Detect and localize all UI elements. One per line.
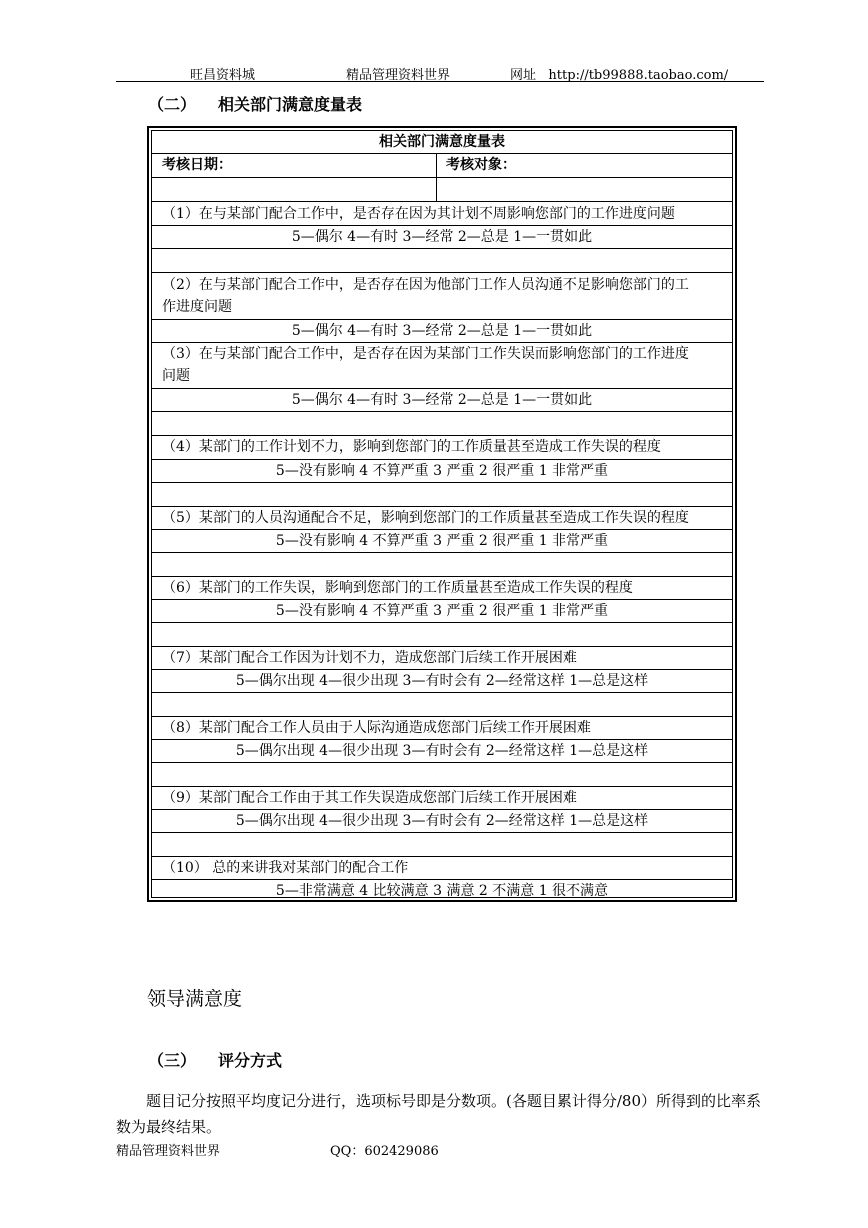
section-2-heading: [148, 92, 362, 115]
footer-qq-number: 602429086: [364, 1144, 439, 1159]
question-3-options: 5—偶尔 4—有时 3—经常 2—总是 1—一贯如此: [291, 392, 593, 408]
question-1-text: （1）在与某部门配合工作中，是否存在因为其计划不周影响您部门的工作进度问题: [162, 206, 675, 222]
row-divider: [152, 692, 732, 693]
question-6-options: 5—没有影响 4 不算严重 3 严重 2 很严重 1 非常严重: [275, 603, 609, 619]
question-9-options: 5—偶尔出现 4—很少出现 3—有时会有 2—经常这样 1—总是这样: [235, 813, 649, 829]
scoring-paragraph: 题目记分按照平均度记分进行，选项标号即是分数项。(各题目累计得分/80）所得到的比率系数为最终结果。: [116, 1092, 761, 1136]
section-3-heading: [148, 1048, 282, 1071]
question-2-text-cont: 作进度问题: [162, 299, 232, 315]
row-divider: [152, 177, 732, 178]
header-site-name: 旺昌资料城: [190, 68, 256, 83]
row-divider: [152, 411, 732, 412]
section-2-number: （二）: [148, 95, 197, 114]
question-7-text: （7）某部门配合工作因为计划不力，造成您部门后续工作开展困难: [162, 650, 577, 666]
header-url-label: 网址: [510, 68, 537, 83]
section-3-number: （三）: [148, 1051, 197, 1070]
question-2-text: （2）在与某部门配合工作中，是否存在因为他部门工作人员沟通不足影响您部门的工: [162, 277, 689, 293]
header-url-link[interactable]: http://tb99888.taobao.com/: [548, 68, 729, 83]
question-8-options: 5—偶尔出现 4—很少出现 3—有时会有 2—经常这样 1—总是这样: [235, 743, 649, 759]
header-divider: [116, 81, 764, 82]
leader-satisfaction-heading: 领导满意度: [147, 988, 243, 1010]
question-1-options: 5—偶尔 4—有时 3—经常 2—总是 1—一贯如此: [291, 229, 593, 245]
row-divider: [152, 762, 732, 763]
question-5-text: （5）某部门的人员沟通配合不足，影响到您部门的工作质量甚至造成工作失误的程度: [162, 510, 689, 526]
question-2-options: 5—偶尔 4—有时 3—经常 2—总是 1—一贯如此: [291, 323, 593, 339]
footer-site-name: 精品管理资料世界: [116, 1144, 221, 1159]
question-5-options: 5—没有影响 4 不算严重 3 严重 2 很严重 1 非常严重: [275, 533, 609, 549]
section-2-title: 相关部门满意度量表: [218, 95, 363, 114]
question-4-options: 5—没有影响 4 不算严重 3 严重 2 很严重 1 非常严重: [275, 463, 609, 479]
row-divider: [152, 248, 732, 249]
question-3-text: （3）在与某部门配合工作中，是否存在因为某部门工作失误而影响您部门的工作进度: [162, 346, 689, 362]
footer-qq-label: QQ：: [330, 1144, 365, 1159]
question-6-text: （6）某部门的工作失误，影响到您部门的工作质量甚至造成工作失误的程度: [162, 580, 633, 596]
row-divider: [152, 153, 732, 154]
question-7-options: 5—偶尔出现 4—很少出现 3—有时会有 2—经常这样 1—总是这样: [235, 673, 649, 689]
table-title: 相关部门满意度量表: [379, 134, 505, 150]
question-9-text: （9）某部门配合工作由于其工作失误造成您部门后续工作开展困难: [162, 790, 577, 806]
header-slogan: 精品管理资料世界: [346, 68, 451, 83]
question-8-text: （8）某部门配合工作人员由于人际沟通造成您部门后续工作开展困难: [162, 720, 591, 736]
satisfaction-survey-table: [147, 126, 737, 902]
assessment-target-label: 考核对象：: [446, 157, 516, 173]
question-3-text-cont: 问题: [162, 368, 190, 384]
row-divider: [152, 832, 732, 833]
row-divider: [152, 622, 732, 623]
row-divider: [152, 552, 732, 553]
row-divider: [152, 482, 732, 483]
table-body: [151, 130, 733, 898]
question-4-text: （4）某部门的工作计划不力，影响到您部门的工作质量甚至造成工作失误的程度: [162, 439, 661, 455]
question-10-options: 5—非常满意 4 比较满意 3 满意 2 不满意 1 很不满意: [275, 883, 609, 899]
row-divider: [152, 272, 732, 273]
question-10-text: （10） 总的来讲我对某部门的配合工作: [162, 860, 409, 876]
row-divider: [152, 201, 732, 202]
section-3-title: 评分方式: [218, 1051, 283, 1070]
footer-qq: [330, 1140, 439, 1159]
assessment-date-label: 考核日期：: [162, 157, 232, 173]
